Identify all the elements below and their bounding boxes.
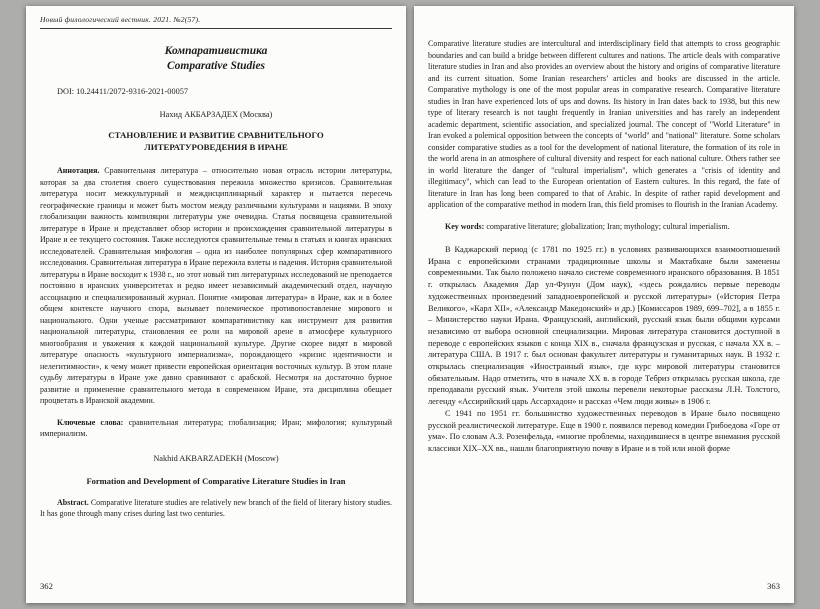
doi-line: DOI: 10.24411/2072-9316-2021-00057 (57, 87, 189, 96)
abstract-label-ru: Аннотация. (57, 166, 100, 175)
body-paragraph-1: В Каджарский период (с 1781 по 1925 гг.) в условиях развивающихся взаимоотношений Ирана с европейскими странами традиционные школы и Мактабхане были заменены современными. Так было положено начало системе современного иранского образования. В 1851 г. открылась Академия Дар ул-Фунун (Дом наук), «здесь рождались первые переводы художественных произведений западноевропейской и русской литературы» («История Петра Великого», «Карл XII», «Александр Македонский» и др.) [Комиссаров 1989, 699–702], а в 1855 г. – Министерство науки Ирана. Французский, английский, русский язык были общими курсами независимо от выбора основной специализации. Мировая литература становится доступной в переводе с европейских языков с конца XIX в., сначала французская и русская, с начала XX в. – литература США. В 1917 г. был основан факультет литературы и гуманитарных наук. В 1932 г. открылась специализация «Иностранный язык», где курс мировой литературы становится обязательным. Надо отметить, что в начале XX в. в городе Тебриз открылась русская школа, где преподавали русский язык. Учителя этой школы перевели некоторые рассказы Л.Н. Толстого, легенду «Ассирийский царь Ассархадон» и рассказ «Чем люди живы» в 1906 г. (428, 245, 780, 407)
body-paragraph-2: С 1941 по 1951 гг. большинство художественных переводов в Иране было посвящено русской реалистической литературе. Еще в 1900 г. появился перевод комедии Грибоедова «Горе от ума». По словам А.З. Розенфельда, «многие проблемы, находившиеся в центре внимания русской классики XIX–XX вв., нашли благоприятную почву в Иране и в той или иной форме (428, 408, 780, 453)
abstract-en-continuation: Comparative literature studies are intercultural and interdisciplinary field that attempts to cross geographic boundaries and can build a bridge between different cultures and nations. The article deals with comparative literature studies in Iran and also provides an overview about the history and origins of comparative literature and its current situation. Some Iranian researchers’ articles and books are discussed in the article. Comparative mythology is one of the most popular areas in comparative research. Comparative literature studies in Iran have experienced lots of ups and downs. Its history in Iran dates back to 1938, but this new type of literary research is not taught frequently in Iranian universities and has rarely an independent academic department, scientific association, and specialized journal. The concept of "World Literature" in Iran evoked a polemical opposition between the concepts of "world" and "national" literature. Some scholars consider comparative studies as a tool for the development of national literature, the formation of its role in the world arena in an atmosphere of cultural diversity and respect for each national culture. Others rather see in world literature the danger of "cultural imperialism", which generates a "crisis of identity and illegitimacy", which can lead to the European orientation of Eastern cultures. In this regard, the fate of literature in Iran has long been compared to that of Arabic. In despite of rather rapid development and application of the comparative method in modern Iran, this field promises to flourish in the Iranian Academy. (428, 39, 780, 209)
article-title-en: Formation and Development of Comparative Literature Studies in Iran (86, 475, 346, 486)
section-title-ru: Компаративистика (164, 45, 268, 57)
keywords-label-ru: Ключевые слова: (57, 417, 124, 427)
article-title-ru: СТАНОВЛЕНИЕ И РАЗВИТИЕ СРАВНИТЕЛЬНОГО ЛИТЕРАТУРОВЕДЕНИЯ В ИРАНЕ (108, 130, 324, 152)
running-header (40, 15, 392, 29)
abstract-en-lead-text: Comparative literature studies are relatively new branch of the field of literary history studies. It has gone through many crises during last two centuries. (40, 497, 392, 518)
keywords-en (428, 221, 780, 233)
page-number-right: 363 (767, 581, 780, 591)
journal-title-text: Новый филологический вестник. 2021. №2(57). (40, 15, 201, 24)
keywords-ru (40, 417, 392, 440)
author-en: Nakhid AKBARZADEKH (Moscow) (153, 453, 279, 463)
author-ru: Нахид АКБАРЗАДЕХ (Москва) (159, 110, 273, 119)
keywords-label-en: Key words: (445, 221, 485, 231)
abstract-label-en: Abstract. (57, 497, 89, 507)
page-right (414, 6, 794, 603)
page-right-content (414, 6, 794, 455)
keywords-text-en: comparative literature; globalization; Iran; mythology; cultural imperialism. (486, 221, 730, 231)
abstract-en-lead (40, 497, 392, 520)
page-number-left: 362 (40, 581, 53, 591)
keywords-text-ru: сравнительная литература; глобализация; Иран; мифология; культурный империализм. (40, 417, 393, 438)
section-title-en: Comparative Studies (166, 60, 266, 72)
abstract-text-ru: Сравнительная литература – относительно новая отрасль истории литературы, которая за два столетия своего существования пережила множество кризисов. Сравнительная литература носит межкультурный и междисциплинарный характер и пытается пересечь географические границы и может быть мостом между различными культурами и нациями. В эпоху глобализации важность компиляции литературы уже очевидна. Статья посвящена сравнительной литературе в Иране и представляет обзор истории и происхождения сравнительной литературы в Иране и ее текущего состояния. Также исследуются сравнительные темы в статьях и книгах иранских исследователей. Сравнительная мифология – одна из наиболее популярных сфер компаративного исследования. Сравнительная литература в Иране пережила взлеты и падения. История сравнительной литературы в Иране восходит к 1938 г., но этот новый тип литературных исследований не преподается постоянно в иранских университетах и редко имеет независимый академический отдел, научную ассоциацию и специализированный журнал. Понятие «мировая литература» в Иране, как и в более общем контексте научного спора, вызывает полемическое противопоставление мирового и национального. Одни ученые рассматривают компаративистику как инструмент для развития национальной литературы, становления ее роли на мировой арене в атмосфере культурного многообразия и уважения к каждой национальной культуре. Другие скорее видят в мировой литературе опасность «культурного империализма», порождающего «кризис идентичности и нелегитимности», к чему может привести европейская ориентация восточных культур. В этом плане судьбу литературы в Иране уже давно сравнивают с арабской. Несмотря на достаточно бурное развитие и применение сравнительного метода в современном Иране, эта дисциплина обещает процветать в Иранской академии. (40, 166, 392, 405)
page-left-content (26, 15, 406, 520)
abstract-ru (40, 165, 392, 407)
page-left (26, 6, 406, 603)
